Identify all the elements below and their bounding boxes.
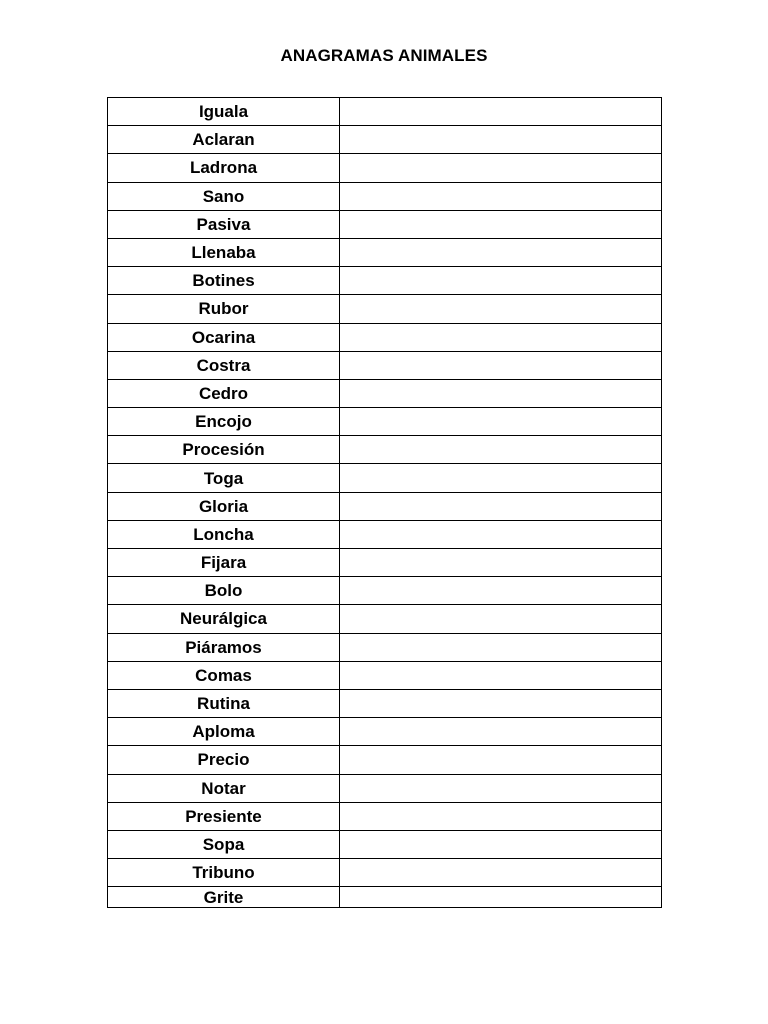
table-row: [108, 492, 662, 520]
table-row: [108, 549, 662, 577]
answer-cell: [340, 802, 662, 830]
table-row: [108, 210, 662, 238]
table-row: [108, 605, 662, 633]
anagram-word: Rubor: [108, 295, 340, 323]
answer-cell: [340, 436, 662, 464]
anagram-word: Aploma: [108, 718, 340, 746]
anagram-word: Costra: [108, 351, 340, 379]
table-row: [108, 887, 662, 908]
answer-cell: [340, 689, 662, 717]
anagram-word: Cedro: [108, 379, 340, 407]
table-row: [108, 182, 662, 210]
table-row: [108, 267, 662, 295]
anagram-word: Rutina: [108, 689, 340, 717]
answer-cell: [340, 295, 662, 323]
answer-cell: [340, 774, 662, 802]
table-row: [108, 408, 662, 436]
table-row: [108, 746, 662, 774]
answer-cell: [340, 577, 662, 605]
anagram-word: Piáramos: [108, 633, 340, 661]
answer-cell: [340, 830, 662, 858]
page-title: ANAGRAMAS ANIMALES: [280, 46, 488, 65]
answer-cell: [340, 379, 662, 407]
answer-cell: [340, 633, 662, 661]
table-row: [108, 436, 662, 464]
table-row: [108, 859, 662, 887]
anagram-word: Loncha: [108, 520, 340, 548]
anagram-word: Ocarina: [108, 323, 340, 351]
answer-cell: [340, 549, 662, 577]
answer-cell: [340, 126, 662, 154]
table-row: [108, 689, 662, 717]
answer-cell: [340, 887, 662, 908]
answer-cell: [340, 182, 662, 210]
answer-cell: [340, 238, 662, 266]
anagram-word: Sopa: [108, 830, 340, 858]
anagram-word: Ladrona: [108, 154, 340, 182]
anagram-word: Encojo: [108, 408, 340, 436]
table-row: [108, 295, 662, 323]
table-row: [108, 323, 662, 351]
anagram-word: Precio: [108, 746, 340, 774]
answer-cell: [340, 323, 662, 351]
anagram-table-body: [108, 98, 662, 908]
answer-cell: [340, 464, 662, 492]
table-row: [108, 126, 662, 154]
table-row: [108, 661, 662, 689]
table-row: [108, 379, 662, 407]
anagram-word: Notar: [108, 774, 340, 802]
table-row: [108, 98, 662, 126]
anagram-word: Bolo: [108, 577, 340, 605]
table-row: [108, 718, 662, 746]
table-row: [108, 351, 662, 379]
anagram-word: Gloria: [108, 492, 340, 520]
anagram-word: Llenaba: [108, 238, 340, 266]
table-row: [108, 464, 662, 492]
answer-cell: [340, 210, 662, 238]
answer-cell: [340, 661, 662, 689]
anagram-word: Sano: [108, 182, 340, 210]
anagram-word: Iguala: [108, 98, 340, 126]
anagram-word: Aclaran: [108, 126, 340, 154]
answer-cell: [340, 492, 662, 520]
answer-cell: [340, 154, 662, 182]
answer-cell: [340, 859, 662, 887]
table-row: [108, 802, 662, 830]
answer-cell: [340, 746, 662, 774]
anagram-word: Procesión: [108, 436, 340, 464]
anagram-word: Presiente: [108, 802, 340, 830]
table-row: [108, 830, 662, 858]
answer-cell: [340, 408, 662, 436]
table-row: [108, 774, 662, 802]
anagram-word: Botines: [108, 267, 340, 295]
anagram-table: [107, 97, 662, 908]
table-row: [108, 520, 662, 548]
anagram-word: Fijara: [108, 549, 340, 577]
answer-cell: [340, 718, 662, 746]
anagram-word: Grite: [108, 887, 340, 908]
anagram-word: Comas: [108, 661, 340, 689]
anagram-word: Neurálgica: [108, 605, 340, 633]
answer-cell: [340, 351, 662, 379]
anagram-word: Pasiva: [108, 210, 340, 238]
anagram-word: Tribuno: [108, 859, 340, 887]
table-row: [108, 238, 662, 266]
table-row: [108, 633, 662, 661]
anagram-word: Toga: [108, 464, 340, 492]
table-row: [108, 154, 662, 182]
answer-cell: [340, 98, 662, 126]
answer-cell: [340, 267, 662, 295]
answer-cell: [340, 520, 662, 548]
table-row: [108, 577, 662, 605]
answer-cell: [340, 605, 662, 633]
